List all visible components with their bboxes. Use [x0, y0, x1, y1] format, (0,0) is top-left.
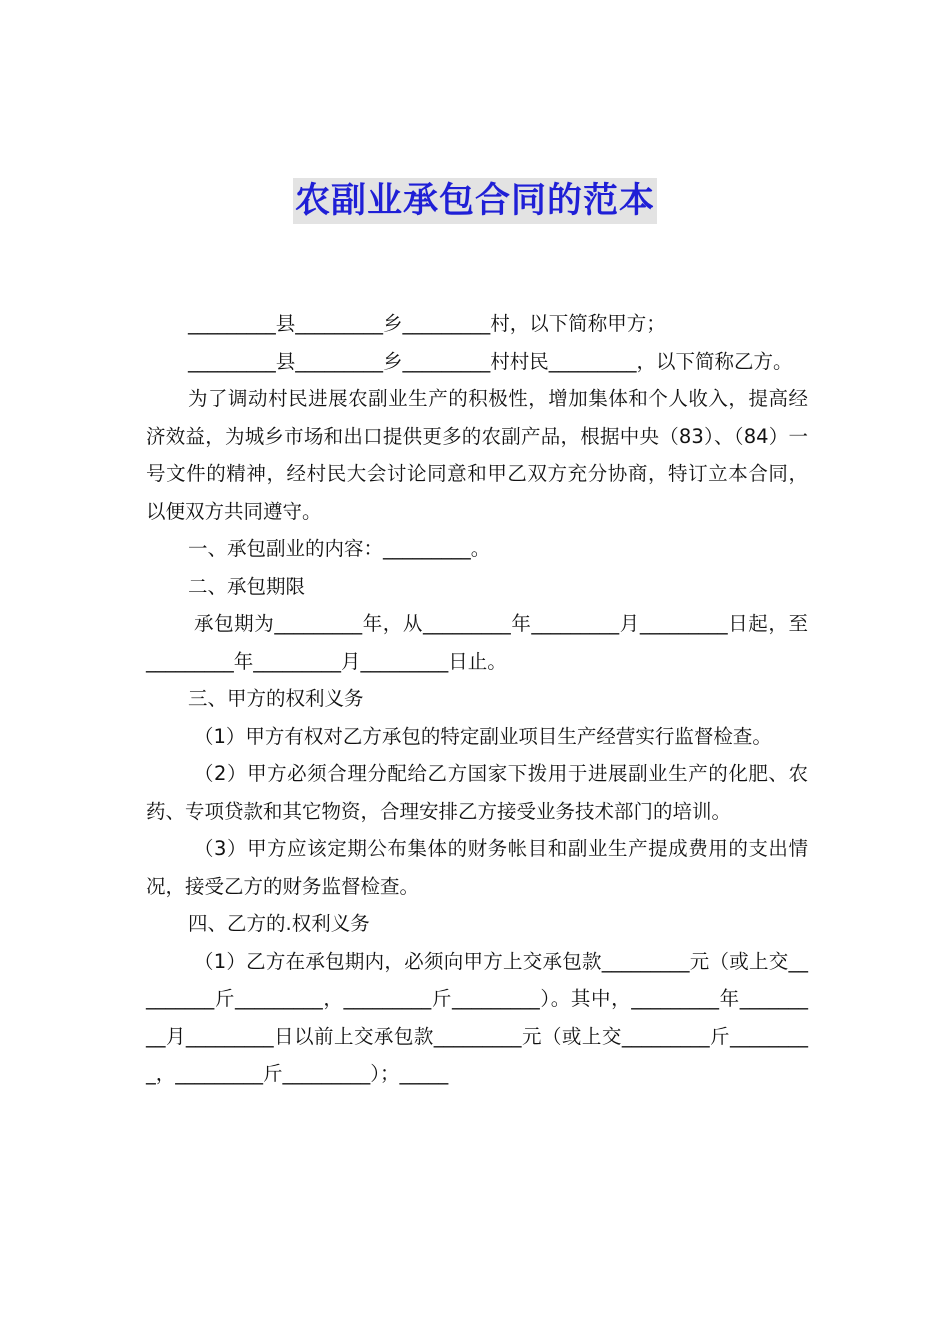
section-heading-party-b-rights: 四、乙方的.权利义务 [188, 912, 370, 935]
section-heading-content: 一、承包副业的内容：_________。 [188, 537, 491, 560]
title-container [0, 178, 950, 224]
document-title: 农副业承包合同的范本 [293, 178, 657, 224]
paragraph-party-b: _________县_________乡_________村村民_________，以下简称乙方。 [188, 349, 793, 373]
paragraph-party-b-item-1: （1）乙方在承包期内，必须向甲方上交承包款_________元（或上交_________斤_________，_________斤_________）。其中，_________年_________月_________日以前上交承包款_________元（或上交_________斤_________，_________斤_________）；_____ [146, 949, 808, 1085]
paragraph-party-a-item-1: （1）甲方有权对乙方承包的特定副业项目生产经营实行监督检查。 [194, 724, 772, 748]
section-heading-term: 二、承包期限 [188, 574, 306, 598]
paragraph-party-a: _________县_________乡_________村，以下简称甲方； [188, 312, 666, 335]
paragraph-party-a-item-3: （3）甲方应该定期公布集体的财务帐目和副业生产提成费用的支出情况，接受乙方的财务监督检查。 [146, 837, 808, 898]
section-heading-party-a-rights: 三、甲方的权利义务 [188, 687, 364, 710]
document-body [146, 305, 808, 1093]
paragraph-term: 承包期为_________年，从_________年_________月_________日起，至_________年_________月_________日止。 [146, 612, 808, 673]
paragraph-party-a-item-2: （2）甲方必须合理分配给乙方国家下拨用于进展副业生产的化肥、农药、专项贷款和其它物资，合理安排乙方接受业务技术部门的培训。 [146, 762, 808, 823]
paragraph-preamble: 为了调动村民进展农副业生产的积极性，增加集体和个人收入，提高经济效益，为城乡市场和出口提供更多的农副产品，根据中央（83）、（84）一号文件的精神，经村民大会讨论同意和甲乙双方充分协商，特订立本合同，以便双方共同遵守。 [146, 387, 808, 523]
